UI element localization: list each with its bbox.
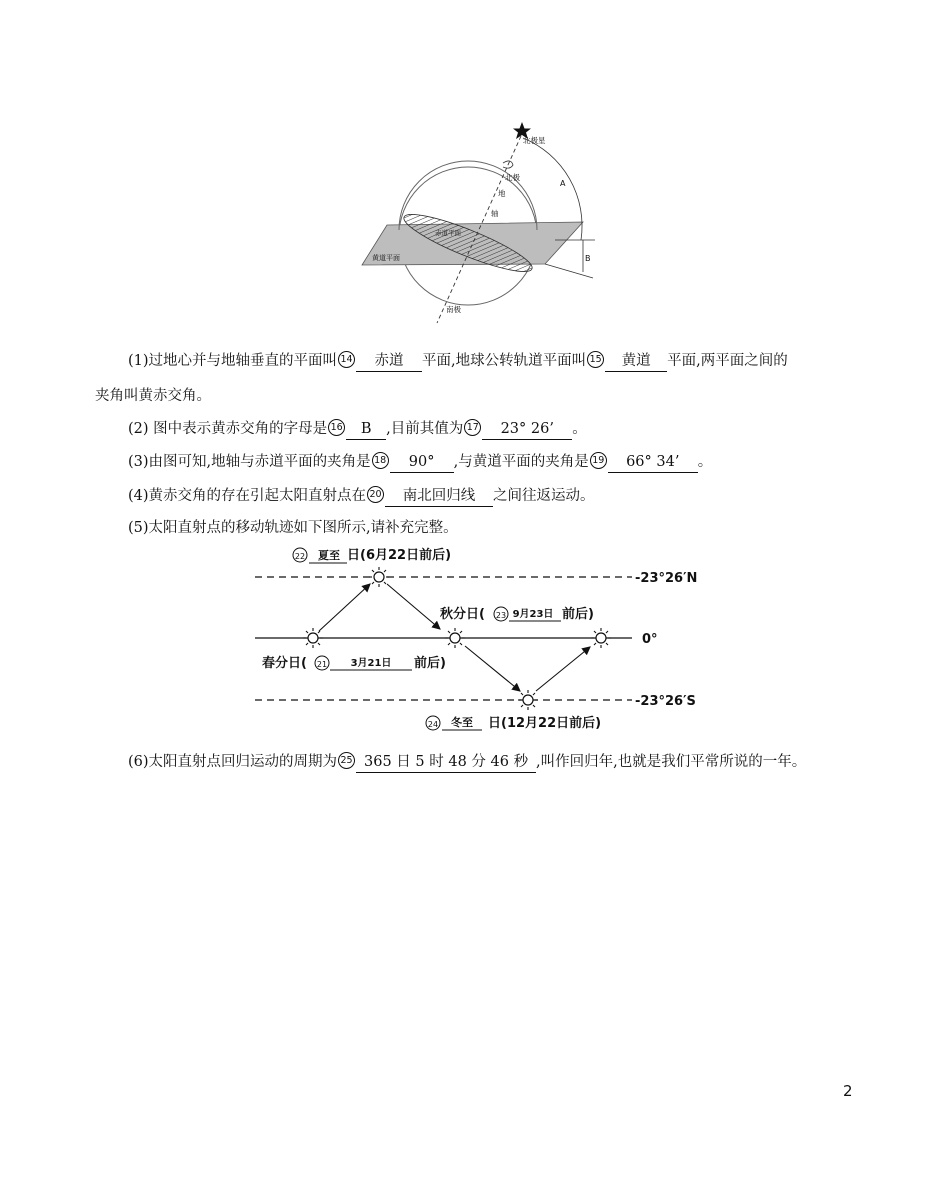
autumn-label-suffix: 前后) (562, 607, 594, 622)
ecliptic-plane-label: 黄道平面 (372, 254, 400, 262)
answer-17: 23° 26’ (482, 419, 572, 440)
sun-path-diagram (250, 540, 710, 740)
circle-number-14: 14 (338, 351, 355, 368)
spring-label-suffix: 前后) (414, 656, 446, 671)
sun-icon (518, 690, 538, 710)
q6-line: (6)太阳直射点回归运动的周期为 25 365 日 5 时 48 分 46 秒 ,叫作回归年,也就是我们平常所说的一年。 (128, 752, 806, 773)
q5-line: (5)太阳直射点的移动轨迹如下图所示,请补充完整。 (128, 520, 458, 536)
equator-plane-label: 赤道平面 (435, 229, 461, 237)
angle-b-label: B (585, 254, 591, 263)
circle-number-24: 24 (427, 720, 439, 729)
south-pole-label: 南极 (446, 305, 461, 314)
axis-label-2: 轴 (491, 209, 499, 218)
circle-number-16: 16 (328, 419, 345, 436)
angle-a-label: A (560, 179, 566, 188)
answer-25: 365 日 5 时 48 分 46 秒 (356, 752, 536, 773)
circle-number-20: 20 (367, 486, 384, 503)
answer-20: 南北回归线 (385, 486, 493, 507)
circle-number-23: 23 (495, 611, 507, 620)
answer-15: 黄道 (605, 351, 667, 372)
winter-label: 日(12月22日前后) (488, 716, 602, 731)
page-number: 2 (843, 1082, 853, 1100)
answer-23: 9月23日 (512, 609, 554, 620)
sun-icon (445, 628, 465, 648)
sun-icon (303, 628, 323, 648)
lat-south-label: -23°26′S (635, 694, 696, 709)
circle-number-15: 15 (587, 351, 604, 368)
circle-number-17: 17 (464, 419, 481, 436)
q1-line-1: (1)过地心并与地轴垂直的平面叫 14 赤道 平面,地球公转轨道平面叫 15 黄道 平面,两平面之间的 (128, 351, 788, 372)
spring-label-prefix: 春分日( (262, 656, 307, 671)
north-pole-label: 北极 (505, 173, 520, 182)
circle-number-25: 25 (338, 752, 355, 769)
circle-number-21: 21 (316, 660, 328, 669)
polaris-label: 北极星 (523, 136, 546, 145)
lat-zero-label: 0° (642, 632, 658, 647)
circle-number-22: 22 (294, 552, 306, 561)
answer-19: 66° 34’ (608, 452, 698, 473)
answer-22: 夏至 (318, 549, 340, 562)
sun-icon (591, 628, 611, 648)
earth-planes-diagram (355, 118, 595, 328)
q1-line-2: 夹角叫黄赤交角。 (95, 388, 211, 404)
q4-line: (4)黄赤交角的存在引起太阳直射点在 20 南北回归线 之间往返运动。 (128, 486, 595, 507)
q2-line: (2) 图中表示黄赤交角的字母是 16 B ,目前其值为 17 23° 26’ 。 (128, 419, 587, 440)
summer-label: 日(6月22日前后) (347, 548, 452, 563)
answer-24: 冬至 (451, 716, 473, 729)
answer-21: 3月21日 (350, 658, 392, 669)
answer-18: 90° (390, 452, 454, 473)
sun-icon (369, 567, 389, 587)
q3-line: (3)由图可知,地轴与赤道平面的夹角是 18 90° ,与黄道平面的夹角是 19 66° 34’ 。 (128, 452, 712, 473)
autumn-label-prefix: 秋分日( (440, 607, 485, 622)
axis-label-1: 地 (498, 189, 506, 198)
circle-number-18: 18 (372, 452, 389, 469)
answer-16: B (346, 419, 386, 440)
lat-north-label: -23°26′N (635, 571, 698, 586)
answer-14: 赤道 (356, 351, 422, 372)
circle-number-19: 19 (590, 452, 607, 469)
